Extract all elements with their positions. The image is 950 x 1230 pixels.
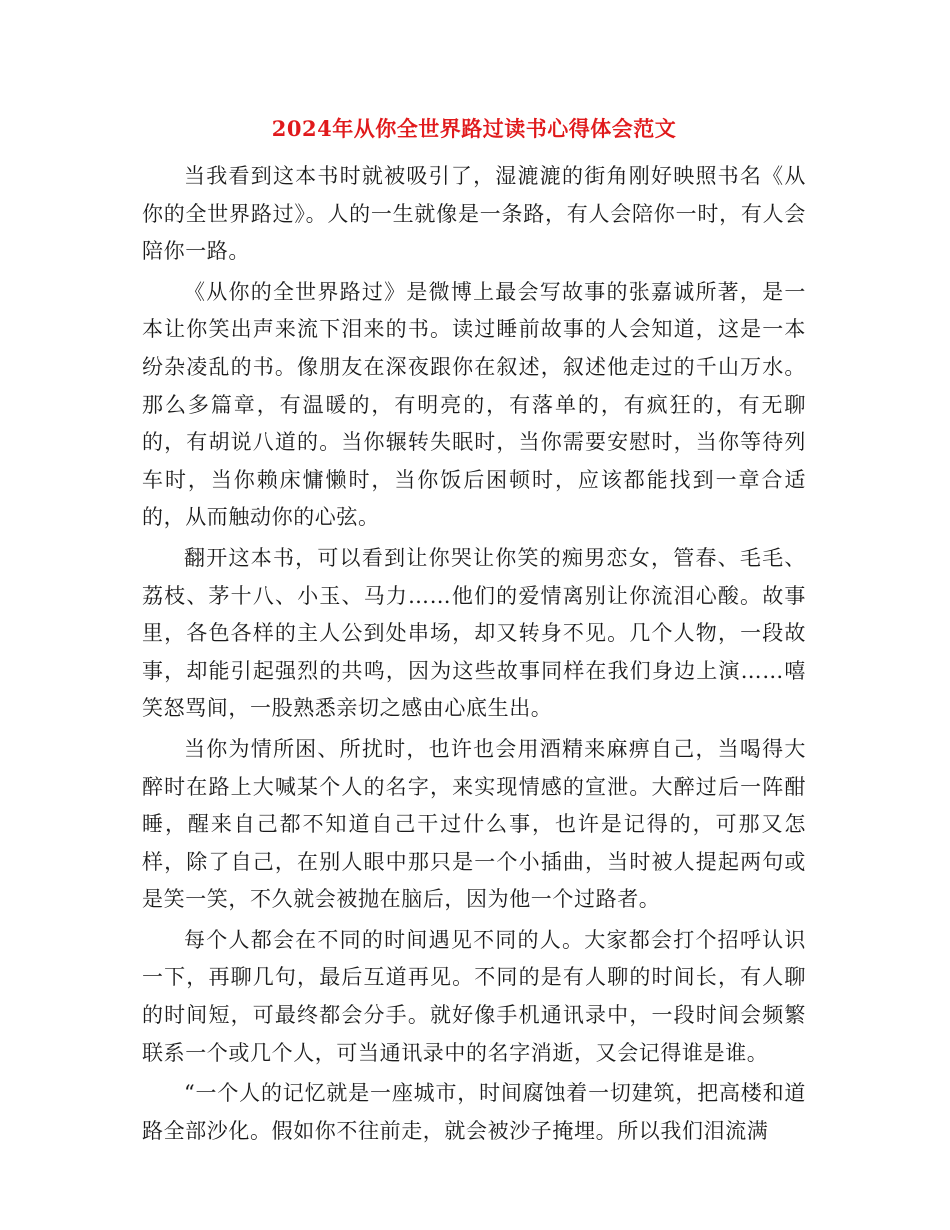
paragraph: 当我看到这本书时就被吸引了，湿漉漉的街角刚好映照书名《从你的全世界路过》。人的一生就像是一条路，有人会陪你一时，有人会陪你一路。 [142, 164, 806, 264]
paragraph: 每个人都会在不同的时间遇见不同的人。大家都会打个招呼认识一下，再聊几句，最后互道再见。不同的是有人聊的时间长，有人聊的时间短，可最终都会分手。就好像手机通讯录中，一段时间会频繁联系一个或几个人，可当通讯录中的名字消逝，又会记得谁是谁。 [142, 927, 806, 1065]
document-page [142, 112, 806, 1153]
paragraph: “一个人的记忆就是一座城市，时间腐蚀着一切建筑，把高楼和道路全部沙化。假如你不往前走，就会被沙子掩埋。所以我们泪流满 [142, 1081, 806, 1143]
paragraph: 翻开这本书，可以看到让你哭让你笑的痴男恋女，管春、毛毛、荔枝、茅十八、小玉、马力……他们的爱情离别让你流泪心酸。故事里，各色各样的主人公到处串场，却又转身不见。几个人物，一段故事，却能引起强烈的共鸣，因为这些故事同样在我们身边上演……嘻笑怒骂间，一股熟悉亲切之感由心底生出。 [142, 545, 806, 721]
paragraph: 当你为情所困、所扰时，也许也会用酒精来麻痹自己，当喝得大醉时在路上大喊某个人的名字，来实现情感的宣泄。大醉过后一阵酣睡，醒来自己都不知道自己干过什么事，也许是记得的，可那又怎样，除了自己，在别人眼中那只是一个小插曲，当时被人提起两句或是笑一笑，不久就会被抛在脑后，因为他一个过路者。 [142, 736, 806, 912]
paragraph: 《从你的全世界路过》是微博上最会写故事的张嘉诚所著，是一本让你笑出声来流下泪来的书。读过睡前故事的人会知道，这是一本纷杂凌乱的书。像朋友在深夜跟你在叙述，叙述他走过的千山万水。那么多篇章，有温暖的，有明亮的，有落单的，有疯狂的，有无聊的，有胡说八道的。当你辗转失眠时，当你需要安慰时，当你等待列车时，当你赖床慵懒时，当你饭后困顿时，应该都能找到一章合适的，从而触动你的心弦。 [142, 279, 806, 530]
document-title: 2024年从你全世界路过读书心得体会范文 [271, 116, 677, 141]
